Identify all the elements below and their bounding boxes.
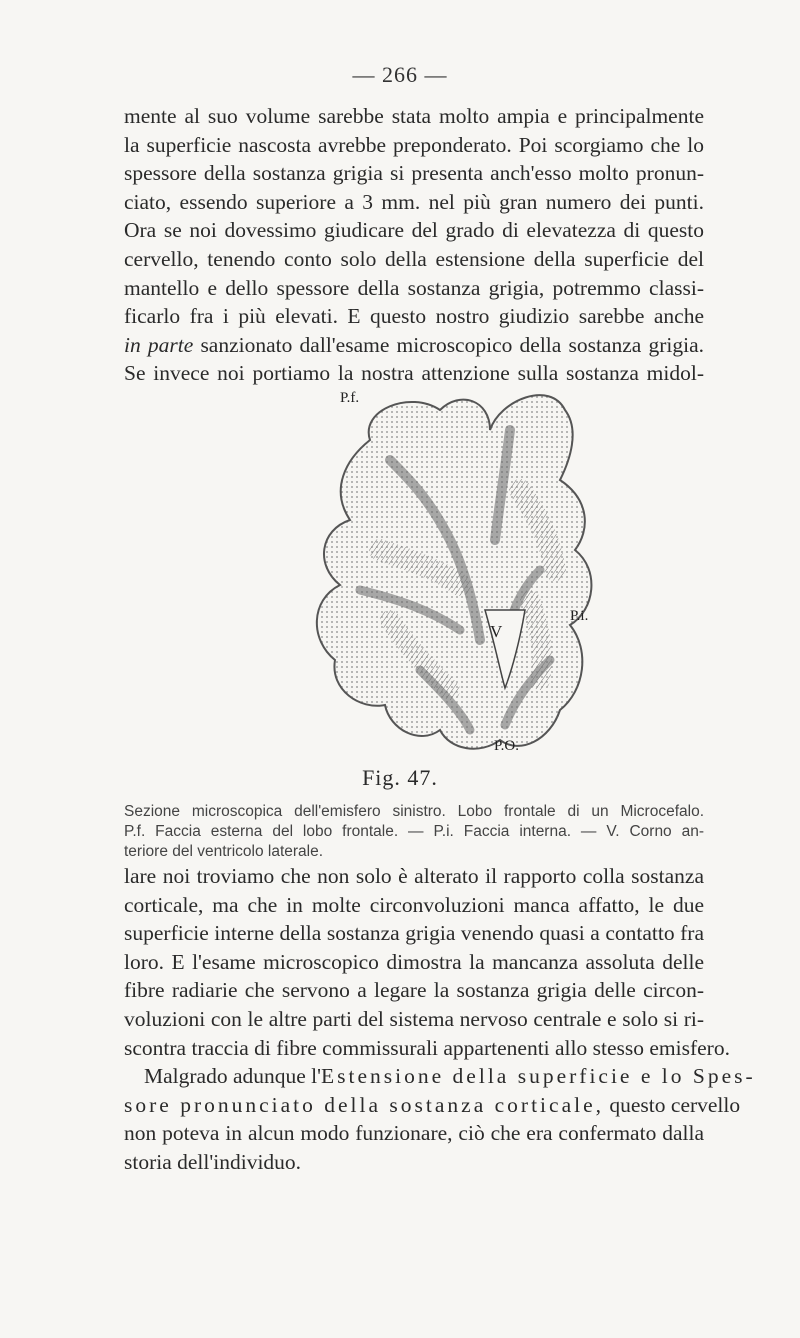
paragraph-2 [124, 862, 756, 1177]
text-line: ficarlo fra i più elevati. E questo nostro giudizio sarebbe anche [124, 304, 704, 329]
text-line: Se invece noi portiamo la nostra attenzione sulla sostanza midol- [124, 361, 704, 386]
text-line: storia dell'individuo. [124, 1149, 302, 1174]
spaced-text: Estensione della superficie e lo Spes- [321, 1064, 756, 1089]
text-line: spessore della sostanza grigia si presenta anch'esso molto pronun- [124, 161, 704, 186]
text-line: la superficie nascosta avrebbe preponderato. Poi scorgiamo che lo [124, 132, 704, 157]
text-run: sanzionato dall'esame microscopico della sostanza grigia. [193, 332, 704, 357]
paragraph-1 [124, 102, 704, 388]
label-po: P.O. [494, 738, 520, 754]
caption-line: teriore del ventricolo laterale. [124, 843, 324, 860]
text-line [124, 1091, 741, 1120]
brain-section-illustration [300, 370, 630, 760]
figure-title: Fig. 47. [362, 765, 438, 790]
label-pf: P.f. [340, 390, 360, 406]
caption-line: Sezione microscopica dell'emisfero sinistro. Lobo frontale di un Microcefalo. [124, 803, 704, 820]
figure-caption [124, 802, 704, 862]
text-line [124, 1062, 756, 1091]
text-line: voluzioni con le altre parti del sistema nervoso centrale e solo si ri- [124, 1006, 704, 1031]
page-number: — 266 — [352, 62, 448, 87]
label-v: V [490, 622, 503, 641]
spaced-text: sore pronunciato della sostanza corticale, [124, 1092, 605, 1117]
text-line: loro. E l'esame microscopico dimostra la mancanza assoluta delle [124, 949, 704, 974]
text-line: mente al suo volume sarebbe stata molto ampia e principalmente [124, 104, 704, 128]
text-line: mantello e dello spessore della sostanza grigia, potremmo classi- [124, 275, 704, 300]
text-line: cervello, tenendo conto solo della estensione della superficie del [124, 246, 704, 271]
italic-text: in parte [124, 332, 194, 357]
text-run: questo cervello [604, 1092, 741, 1117]
text-line: lare noi troviamo che non solo è alterato il rapporto colla sostanza [124, 864, 704, 888]
text-line: ciato, essendo superiore a 3 mm. nel più gran numero dei punti. [124, 189, 704, 214]
brain-section-figure [300, 370, 630, 760]
text-line: corticale, ma che in molte circonvoluzioni manca affatto, le due [124, 892, 704, 917]
text-line: non poteva in alcun modo funzionare, ciò che era confermato dalla [124, 1121, 704, 1146]
text-line: superficie interne della sostanza grigia venendo quasi a contatto fra [124, 921, 704, 946]
text-line: Ora se noi dovessimo giudicare del grado di elevatezza di questo [124, 218, 704, 243]
text-line [124, 331, 704, 360]
caption-line: P.f. Faccia esterna del lobo frontale. — P.i. Faccia interna. — V. Corno an- [124, 823, 704, 840]
text-line: scontra traccia di fibre commissurali appartenenti allo stesso emisfero. [124, 1035, 730, 1060]
text-line: fibre radiarie che servono a legare la sostanza grigia delle circon- [124, 978, 704, 1003]
label-pi: P.i. [570, 608, 589, 624]
text-run: Malgrado adunque l' [144, 1064, 322, 1089]
